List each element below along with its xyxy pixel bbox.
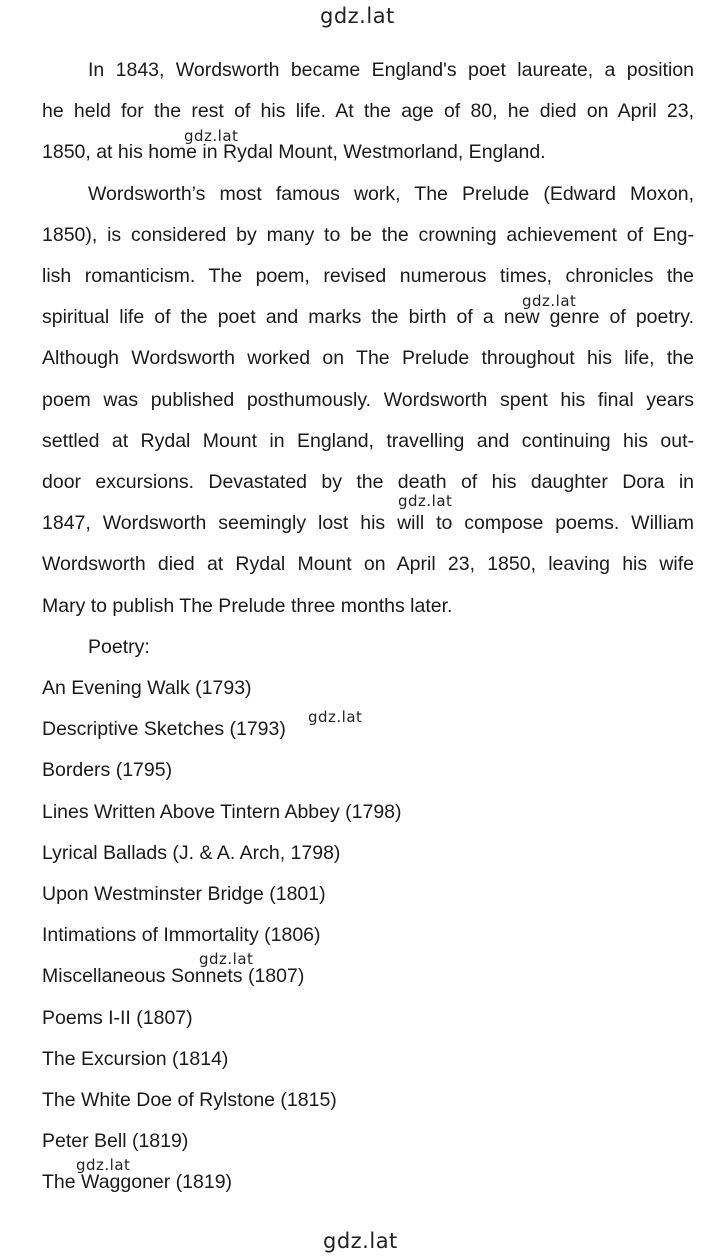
text-line: 1850, at his home in Rydal Mount, Westmorland, England. bbox=[42, 141, 546, 164]
watermark-top: gdz.lat bbox=[320, 4, 395, 28]
list-item: Peter Bell (1819) bbox=[42, 1130, 189, 1153]
list-item: Descriptive Sketches (1793) bbox=[42, 718, 286, 741]
poetry-heading: Poetry: bbox=[88, 635, 150, 658]
list-item: Borders (1795) bbox=[42, 759, 173, 782]
text-line: door excursions. Devastated by the death of his daughter Dora in bbox=[42, 471, 694, 494]
text-line: poem was published posthumously. Wordsworth spent his final years bbox=[42, 388, 694, 411]
text-line: In 1843, Wordsworth became England's poet laureate, a position bbox=[88, 59, 694, 81]
text-line: lish romanticism. The poem, revised numerous times, chronicles the bbox=[42, 265, 694, 288]
list-item: Intimations of Immortality (1806) bbox=[42, 924, 321, 947]
watermark-inline: gdz.lat bbox=[308, 708, 363, 726]
list-item: Upon Westminster Bridge (1801) bbox=[42, 883, 326, 906]
list-item: The White Doe of Rylstone (1815) bbox=[42, 1089, 337, 1112]
list-item: Lyrical Ballads (J. & A. Arch, 1798) bbox=[42, 841, 341, 864]
list-item: The Excursion (1814) bbox=[42, 1047, 229, 1070]
watermark-inline: gdz.lat bbox=[76, 1156, 131, 1174]
text-line: Mary to publish The Prelude three months later. bbox=[42, 594, 453, 617]
text-line: Wordsworth’s most famous work, The Prelude (Edward Moxon, bbox=[88, 182, 694, 205]
text-line: 1847, Wordsworth seemingly lost his will to compose poems. William bbox=[42, 512, 694, 535]
works-list bbox=[42, 668, 694, 1204]
text-line: Although Wordsworth worked on The Prelude throughout his life, the bbox=[42, 347, 694, 370]
document-body bbox=[42, 50, 694, 1204]
list-item: Poems I-II (1807) bbox=[42, 1006, 193, 1029]
list-item: An Evening Walk (1793) bbox=[42, 677, 252, 700]
text-line: 1850), is considered by many to be the crowning achievement of Eng- bbox=[42, 223, 694, 246]
list-item: Miscellaneous Sonnets (1807) bbox=[42, 965, 305, 988]
text-line: Wordsworth died at Rydal Mount on April 23, 1850, leaving his wife bbox=[42, 553, 694, 576]
list-item: The Waggoner (1819) bbox=[42, 1171, 233, 1194]
paragraph-laureate bbox=[42, 50, 694, 174]
watermark-inline: gdz.lat bbox=[199, 950, 254, 968]
paragraph-prelude bbox=[42, 174, 694, 627]
watermark-inline: gdz.lat bbox=[184, 127, 239, 145]
watermark-bottom: gdz.lat bbox=[323, 1229, 398, 1253]
watermark-inline: gdz.lat bbox=[398, 492, 453, 510]
watermark-inline: gdz.lat bbox=[522, 292, 577, 310]
text-line: settled at Rydal Mount in England, travelling and continuing his out- bbox=[42, 429, 694, 452]
text-line: spiritual life of the poet and marks the birth of a new genre of poetry. bbox=[42, 306, 694, 329]
list-item: Lines Written Above Tintern Abbey (1798) bbox=[42, 800, 402, 823]
text-line: he held for the rest of his life. At the age of 80, he died on April 23, bbox=[42, 100, 694, 123]
